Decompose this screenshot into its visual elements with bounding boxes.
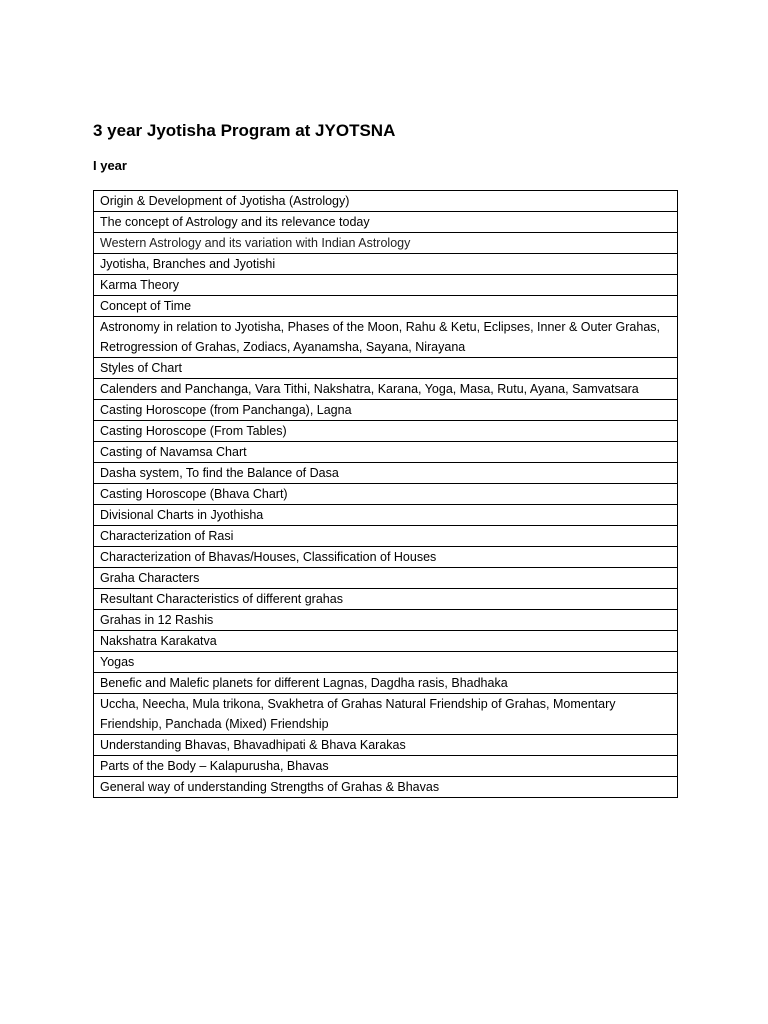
table-row [94,505,678,526]
syllabus-table [93,190,678,798]
table-row [94,756,678,777]
table-row [94,442,678,463]
table-row [94,652,678,673]
table-row [94,735,678,756]
topic-cell: Nakshatra Karakatva [94,631,678,652]
topic-cell: Understanding Bhavas, Bhavadhipati & Bhava Karakas [94,735,678,756]
table-row [94,777,678,798]
topic-cell: Casting Horoscope (From Tables) [94,421,678,442]
topic-cell: Casting Horoscope (from Panchanga), Lagna [94,400,678,421]
table-row [94,421,678,442]
topic-cell: The concept of Astrology and its relevance today [94,212,678,233]
topic-cell: Grahas in 12 Rashis [94,610,678,631]
topic-cell: Characterization of Rasi [94,526,678,547]
topic-cell: Parts of the Body – Kalapurusha, Bhavas [94,756,678,777]
topic-cell: Casting Horoscope (Bhava Chart) [94,484,678,505]
table-row [94,694,678,735]
topic-cell: Characterization of Bhavas/Houses, Classification of Houses [94,547,678,568]
table-row [94,254,678,275]
topic-cell: Karma Theory [94,275,678,296]
table-row [94,463,678,484]
table-row [94,484,678,505]
table-row [94,547,678,568]
table-row [94,212,678,233]
table-row [94,568,678,589]
table-row [94,191,678,212]
section-label: I year [93,158,127,173]
topic-cell: Origin & Development of Jyotisha (Astrology) [94,191,678,212]
table-row [94,379,678,400]
table-row [94,275,678,296]
table-row [94,400,678,421]
table-row [94,610,678,631]
table-row [94,673,678,694]
table-row [94,233,678,254]
topic-cell: Casting of Navamsa Chart [94,442,678,463]
topic-cell: Graha Characters [94,568,678,589]
topic-cell: Western Astrology and its variation with Indian Astrology [94,233,678,254]
topic-cell: Dasha system, To find the Balance of Dasa [94,463,678,484]
table-row [94,317,678,358]
table-row [94,358,678,379]
table-row [94,526,678,547]
table-row [94,296,678,317]
topic-cell: Jyotisha, Branches and Jyotishi [94,254,678,275]
topic-cell: Astronomy in relation to Jyotisha, Phases of the Moon, Rahu & Ketu, Eclipses, Inner & Outer Grahas, Retrogression of Grahas, Zodiacs, Ayanamsha, Sayana, Nirayana [94,317,678,358]
table-row [94,631,678,652]
topic-cell: Divisional Charts in Jyothisha [94,505,678,526]
topic-cell: Styles of Chart [94,358,678,379]
topic-cell: Yogas [94,652,678,673]
topic-cell: Uccha, Neecha, Mula trikona, Svakhetra of Grahas Natural Friendship of Grahas, Momentary Friendship, Panchada (Mixed) Friendship [94,694,678,735]
topic-cell: Resultant Characteristics of different grahas [94,589,678,610]
table-row [94,589,678,610]
document-title: 3 year Jyotisha Program at JYOTSNA [93,121,396,140]
topic-cell: General way of understanding Strengths of Grahas & Bhavas [94,777,678,798]
topic-cell: Calenders and Panchanga, Vara Tithi, Nakshatra, Karana, Yoga, Masa, Rutu, Ayana, Samvatsara [94,379,678,400]
topic-cell: Concept of Time [94,296,678,317]
topic-cell: Benefic and Malefic planets for different Lagnas, Dagdha rasis, Bhadhaka [94,673,678,694]
